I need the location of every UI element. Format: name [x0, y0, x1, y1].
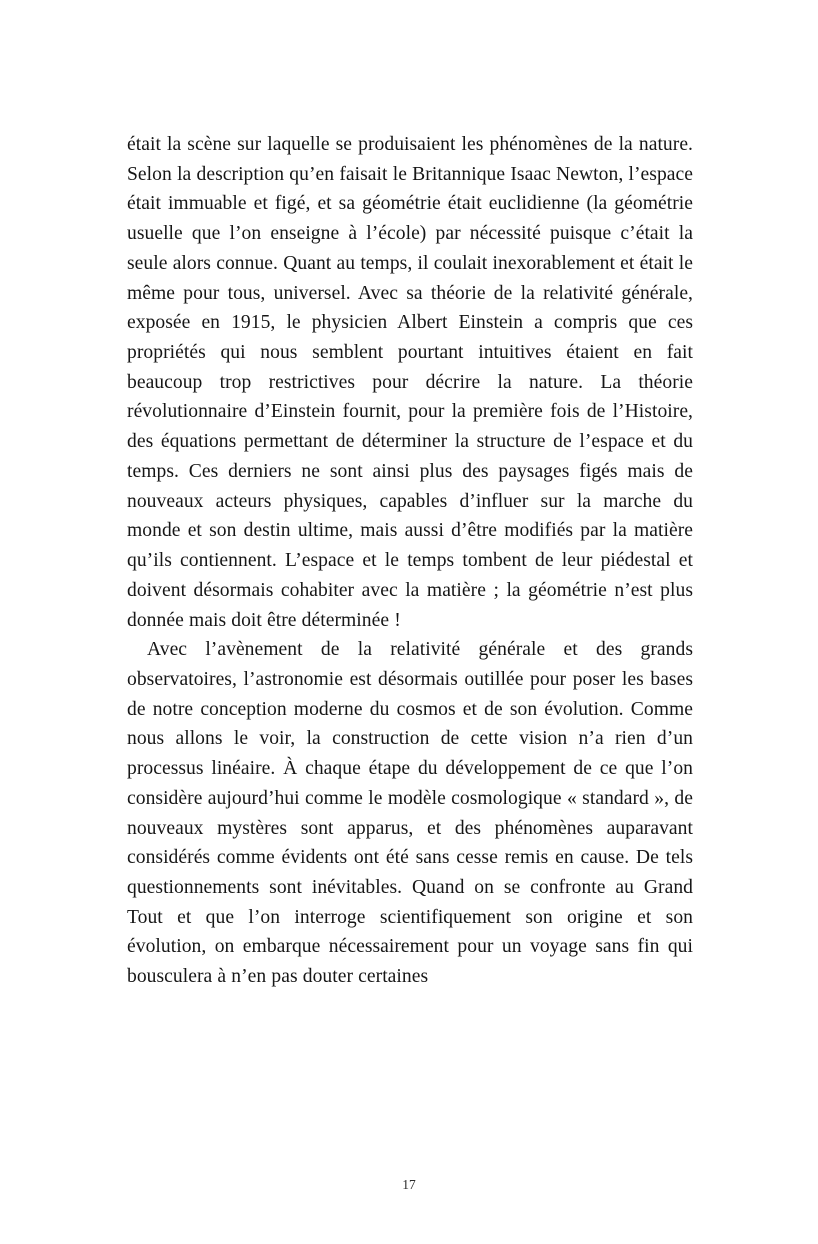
body-text-column	[127, 130, 693, 992]
page-number: 17	[402, 1177, 416, 1192]
paragraph-second: Avec l’avènement de la relativité générale et des grands observatoires, l’astronomie est désormais outillée pour poser les bases de notre conception moderne du cosmos et de son évolution. Comme nous allons le voir, la construction de cette vision n’a rien d’un processus linéaire. À chaque étape du développement de ce que l’on considère aujourd’hui comme le modèle cosmologique « standard », de nouveaux mystères sont apparus, et des phénomènes auparavant considérés comme évidents ont été sans cesse remis en cause. De tels questionnements sont inévitables. Quand on se confronte au Grand Tout et que l’on interroge scientifiquement son origine et son évolution, on embarque nécessairement pour un voyage sans fin qui bousculera à n’en pas douter certaines	[127, 639, 693, 988]
paragraph-continued: était la scène sur laquelle se produisaient les phénomènes de la nature. Selon la description qu’en faisait le Britannique Isaac Newton, l’espace était immuable et figé, et sa géométrie était euclidienne (la géométrie usuelle que l’on enseigne à l’école) par nécessité puisque c’était la seule alors connue. Quant au temps, il coulait inexorablement et était le même pour tous, universel. Avec sa théorie de la relativité générale, exposée en 1915, le physicien Albert Einstein a compris que ces propriétés qui nous semblent pourtant intuitives étaient en fait beaucoup trop restrictives pour décrire la nature. La théorie révolutionnaire d’Einstein fournit, pour la première fois de l’Histoire, des équations permettant de déterminer la structure de l’espace et du temps. Ces derniers ne sont ainsi plus des paysages figés mais de nouveaux acteurs physiques, capables d’influer sur la marche du monde et son destin ultime, mais aussi d’être modifiés par la matière qu’ils contiennent. L’espace et le temps tombent de leur piédestal et doivent désormais cohabiter avec la matière ; la géométrie n’est plus donnée mais doit être déterminée !	[127, 134, 693, 631]
